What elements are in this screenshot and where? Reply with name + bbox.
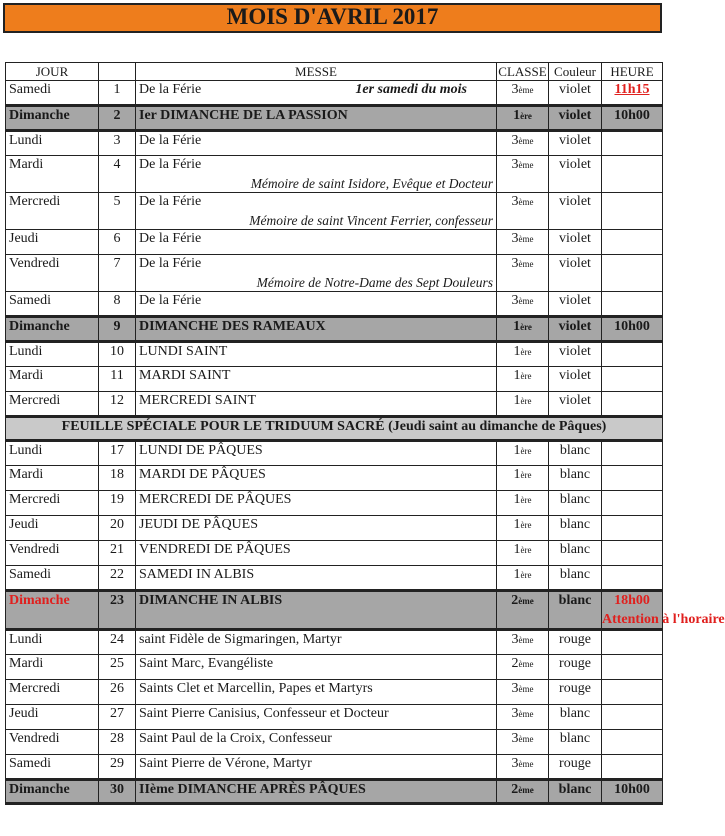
classe-number: 3 — [511, 231, 519, 246]
classe-suffix: ème — [518, 734, 534, 744]
cell-messe — [136, 680, 497, 705]
cell-heure — [602, 516, 663, 541]
classe-suffix: ème — [518, 659, 534, 669]
cell-jour: Vendredi — [6, 730, 99, 755]
cell-messe — [136, 591, 497, 630]
cell-couleur: violet — [549, 292, 602, 317]
cell-num: 27 — [99, 705, 136, 730]
classe-suffix: ère — [520, 446, 532, 456]
messe-label: De la Férie — [139, 157, 202, 172]
classe-number: 3 — [511, 632, 519, 647]
cell-jour: Dimanche — [6, 317, 99, 342]
cell-messe — [136, 466, 497, 491]
cell-messe — [136, 106, 497, 131]
cell-classe — [497, 230, 549, 255]
cell-couleur: violet — [549, 342, 602, 367]
cell-classe — [497, 193, 549, 230]
cell-couleur: violet — [549, 392, 602, 417]
cell-num: 28 — [99, 730, 136, 755]
table-row — [6, 730, 663, 755]
classe-number: 3 — [511, 256, 519, 271]
cell-heure — [602, 392, 663, 417]
cell-heure — [602, 230, 663, 255]
attention-note: Attention à l'horaire — [602, 612, 725, 627]
cell-classe — [497, 292, 549, 317]
cell-num: 6 — [99, 230, 136, 255]
table-row — [6, 630, 663, 655]
table-row — [6, 780, 663, 804]
cell-heure — [602, 106, 663, 131]
cell-heure — [602, 317, 663, 342]
classe-number: 3 — [511, 194, 519, 209]
cell-classe — [497, 705, 549, 730]
cell-messe — [136, 705, 497, 730]
header-couleur: Couleur — [549, 63, 602, 81]
cell-messe — [136, 630, 497, 655]
table-row — [6, 131, 663, 156]
cell-classe — [497, 317, 549, 342]
cell-messe — [136, 255, 497, 292]
cell-couleur: blanc — [549, 441, 602, 466]
classe-number: 1 — [513, 393, 521, 408]
cell-couleur: blanc — [549, 705, 602, 730]
cell-classe — [497, 655, 549, 680]
classe-suffix: ère — [520, 347, 532, 357]
cell-couleur: blanc — [549, 491, 602, 516]
messe-label: LUNDI DE PÂQUES — [139, 443, 263, 458]
cell-num: 5 — [99, 193, 136, 230]
cell-heure — [602, 655, 663, 680]
cell-messe — [136, 81, 497, 106]
cell-classe — [497, 491, 549, 516]
classe-suffix: ème — [518, 709, 534, 719]
messe-label: MARDI SAINT — [139, 368, 231, 383]
cell-heure — [602, 680, 663, 705]
cell-jour: Jeudi — [6, 516, 99, 541]
cell-heure — [602, 255, 663, 292]
cell-num: 21 — [99, 541, 136, 566]
special-row — [6, 417, 663, 441]
memoire-note: Mémoire de saint Vincent Ferrier, confesseur — [249, 213, 493, 228]
messe-label: Saint Paul de la Croix, Confesseur — [139, 731, 332, 746]
classe-number: 2 — [511, 656, 519, 671]
cell-classe — [497, 591, 549, 630]
messe-label: Saint Pierre Canisius, Confesseur et Docteur — [139, 706, 389, 721]
messe-label: De la Férie — [139, 133, 202, 148]
table-row — [6, 392, 663, 417]
cell-messe — [136, 193, 497, 230]
cell-messe — [136, 780, 497, 804]
cell-jour: Lundi — [6, 630, 99, 655]
cell-num: 1 — [99, 81, 136, 106]
cell-messe — [136, 342, 497, 367]
cell-classe — [497, 680, 549, 705]
messe-label: De la Férie — [139, 82, 202, 97]
cell-classe — [497, 466, 549, 491]
cell-num: 30 — [99, 780, 136, 804]
cell-couleur: violet — [549, 131, 602, 156]
cell-classe — [497, 255, 549, 292]
cell-jour: Mardi — [6, 655, 99, 680]
cell-messe — [136, 441, 497, 466]
classe-suffix: ère — [520, 371, 532, 381]
cell-classe — [497, 755, 549, 780]
messe-label: Ier DIMANCHE DE LA PASSION — [139, 108, 348, 123]
classe-suffix: ème — [518, 635, 534, 645]
cell-couleur: violet — [549, 367, 602, 392]
cell-classe — [497, 81, 549, 106]
classe-number: 1 — [513, 542, 521, 557]
cell-num: 9 — [99, 317, 136, 342]
cell-classe — [497, 441, 549, 466]
cell-messe — [136, 317, 497, 342]
table-row — [6, 516, 663, 541]
table-row — [6, 193, 663, 230]
table-row — [6, 367, 663, 392]
cell-jour: Jeudi — [6, 230, 99, 255]
classe-number: 3 — [511, 706, 519, 721]
cell-messe — [136, 491, 497, 516]
cell-jour: Lundi — [6, 342, 99, 367]
heure-value: 11h15 — [614, 82, 650, 97]
cell-num: 17 — [99, 441, 136, 466]
heure-value: 10h00 — [614, 782, 650, 797]
classe-suffix: ère — [520, 495, 532, 505]
cell-num: 24 — [99, 630, 136, 655]
cell-heure — [602, 131, 663, 156]
cell-classe — [497, 630, 549, 655]
cell-num: 25 — [99, 655, 136, 680]
cell-messe — [136, 292, 497, 317]
cell-num: 20 — [99, 516, 136, 541]
cell-jour: Mercredi — [6, 193, 99, 230]
table-row — [6, 230, 663, 255]
messe-label: JEUDI DE PÂQUES — [139, 517, 258, 532]
cell-num: 26 — [99, 680, 136, 705]
header-classe: CLASSE — [498, 64, 547, 79]
cell-jour: Mardi — [6, 367, 99, 392]
classe-suffix: ère — [520, 396, 532, 406]
table-row — [6, 655, 663, 680]
classe-number: 1 — [513, 567, 521, 582]
cell-num: 8 — [99, 292, 136, 317]
classe-suffix: ème — [518, 85, 534, 95]
cell-messe — [136, 516, 497, 541]
cell-messe — [136, 367, 497, 392]
table-row — [6, 106, 663, 131]
cell-classe — [497, 566, 549, 591]
classe-suffix: ème — [518, 259, 534, 269]
cell-messe — [136, 730, 497, 755]
classe-suffix: ème — [518, 684, 534, 694]
classe-suffix: ère — [520, 545, 532, 555]
classe-suffix: ère — [520, 570, 532, 580]
header-jour: JOUR — [6, 63, 99, 81]
cell-couleur: blanc — [549, 516, 602, 541]
cell-jour: Mercredi — [6, 392, 99, 417]
cell-num: 29 — [99, 755, 136, 780]
header-messe: MESSE — [136, 63, 497, 81]
classe-suffix: ème — [518, 160, 534, 170]
cell-jour: Samedi — [6, 292, 99, 317]
messe-label: MERCREDI SAINT — [139, 393, 257, 408]
classe-number: 3 — [511, 293, 519, 308]
classe-number: 1 — [513, 492, 521, 507]
classe-number: 1 — [513, 344, 521, 359]
cell-messe — [136, 230, 497, 255]
cell-messe — [136, 566, 497, 591]
cell-heure — [602, 591, 725, 630]
classe-suffix: ère — [520, 470, 532, 480]
cell-classe — [497, 730, 549, 755]
cell-couleur: blanc — [549, 541, 602, 566]
cell-heure — [602, 755, 663, 780]
cell-couleur: blanc — [549, 566, 602, 591]
cell-heure — [602, 705, 663, 730]
table-row — [6, 156, 663, 193]
messe-label: DIMANCHE DES RAMEAUX — [139, 319, 326, 334]
cell-messe — [136, 655, 497, 680]
messe-label: VENDREDI DE PÂQUES — [139, 542, 291, 557]
table-row — [6, 491, 663, 516]
memoire-note: Mémoire de saint Isidore, Evêque et Docteur — [250, 176, 493, 191]
cell-couleur: violet — [549, 193, 602, 230]
classe-number: 1 — [513, 467, 521, 482]
table-row — [6, 342, 663, 367]
cell-messe — [136, 755, 497, 780]
messe-label: IIème DIMANCHE APRÈS PÂQUES — [139, 782, 366, 797]
table-row — [6, 81, 663, 106]
table-row — [6, 591, 663, 630]
cell-num: 11 — [99, 367, 136, 392]
messe-label: Saint Pierre de Vérone, Martyr — [139, 756, 312, 771]
cell-heure — [602, 541, 663, 566]
classe-number: 1 — [513, 108, 521, 123]
table-row — [6, 441, 663, 466]
page-title: MOIS D'AVRIL 2017 — [226, 4, 439, 29]
cell-heure — [602, 342, 663, 367]
messe-label: Saint Marc, Evangéliste — [139, 656, 274, 671]
table-row — [6, 317, 663, 342]
table-row — [6, 466, 663, 491]
cell-num: 2 — [99, 106, 136, 131]
cell-jour: Vendredi — [6, 255, 99, 292]
heure-value: 10h00 — [614, 319, 650, 334]
cell-num: 18 — [99, 466, 136, 491]
classe-suffix: ère — [520, 322, 532, 332]
cell-classe — [497, 367, 549, 392]
cell-num: 12 — [99, 392, 136, 417]
cell-couleur: blanc — [549, 466, 602, 491]
classe-suffix: ème — [518, 197, 534, 207]
cell-messe — [136, 392, 497, 417]
cell-classe — [497, 516, 549, 541]
table-row — [6, 255, 663, 292]
classe-number: 1 — [513, 319, 521, 334]
cell-heure — [602, 630, 663, 655]
classe-number: 3 — [511, 82, 519, 97]
cell-jour: Dimanche — [6, 591, 99, 630]
cell-jour: Lundi — [6, 441, 99, 466]
cell-heure — [602, 441, 663, 466]
cell-classe — [497, 780, 549, 804]
cell-heure — [602, 466, 663, 491]
memoire-note: Mémoire de Notre-Dame des Sept Douleurs — [256, 275, 493, 290]
messe-label: SAMEDI IN ALBIS — [139, 567, 255, 582]
cell-jour: Samedi — [6, 81, 99, 106]
classe-number: 3 — [511, 133, 519, 148]
cell-jour: Lundi — [6, 131, 99, 156]
messe-label: DIMANCHE IN ALBIS — [139, 593, 283, 608]
cell-heure — [602, 491, 663, 516]
cell-messe — [136, 131, 497, 156]
cell-jour: Mardi — [6, 466, 99, 491]
cell-heure — [602, 81, 663, 106]
classe-suffix: ème — [518, 759, 534, 769]
classe-suffix: ème — [518, 136, 534, 146]
cell-couleur: rouge — [549, 680, 602, 705]
table-row — [6, 292, 663, 317]
cell-couleur: violet — [549, 106, 602, 131]
classe-suffix: ème — [518, 785, 534, 795]
cell-classe — [497, 541, 549, 566]
cell-jour: Mardi — [6, 156, 99, 193]
messe-label: Saints Clet et Marcellin, Papes et Martyrs — [139, 681, 373, 696]
header-num — [99, 63, 136, 81]
cell-couleur: blanc — [549, 730, 602, 755]
messe-label: De la Férie — [139, 293, 202, 308]
messe-label: MERCREDI DE PÂQUES — [139, 492, 292, 507]
cell-num: 23 — [99, 591, 136, 630]
heure-value: 10h00 — [614, 108, 650, 123]
cell-num: 19 — [99, 491, 136, 516]
cell-classe — [497, 106, 549, 131]
messe-label: De la Férie — [139, 231, 202, 246]
cell-couleur: violet — [549, 156, 602, 193]
table-row — [6, 755, 663, 780]
cell-heure — [602, 780, 663, 804]
messe-label: MARDI DE PÂQUES — [139, 467, 266, 482]
classe-number: 1 — [513, 443, 521, 458]
header-heure: HEURE — [602, 63, 663, 81]
cell-couleur: blanc — [549, 780, 602, 804]
cell-num: 22 — [99, 566, 136, 591]
cell-classe — [497, 156, 549, 193]
cell-jour: Vendredi — [6, 541, 99, 566]
cell-couleur: rouge — [549, 755, 602, 780]
classe-suffix: ème — [518, 596, 534, 606]
cell-couleur: blanc — [549, 591, 602, 630]
classe-number: 3 — [511, 756, 519, 771]
cell-couleur: violet — [549, 81, 602, 106]
messe-label: saint Fidèle de Sigmaringen, Martyr — [139, 632, 342, 647]
classe-number: 1 — [513, 368, 521, 383]
table-header-row — [6, 63, 663, 81]
cell-num: 3 — [99, 131, 136, 156]
cell-classe — [497, 392, 549, 417]
cell-jour: Dimanche — [6, 106, 99, 131]
classe-number: 3 — [511, 681, 519, 696]
cell-heure — [602, 367, 663, 392]
table-body — [6, 81, 725, 804]
classe-suffix: ème — [518, 234, 534, 244]
cell-classe — [497, 342, 549, 367]
cell-heure — [602, 730, 663, 755]
cell-messe — [136, 156, 497, 193]
cell-messe — [136, 541, 497, 566]
cell-couleur: rouge — [549, 630, 602, 655]
cell-classe — [497, 131, 549, 156]
heure-value: 18h00 — [614, 593, 650, 608]
cell-heure — [602, 292, 663, 317]
classe-number: 2 — [511, 782, 519, 797]
classe-number: 3 — [511, 157, 519, 172]
inline-note: 1er samedi du mois — [355, 82, 467, 97]
classe-suffix: ère — [520, 111, 532, 121]
cell-couleur: violet — [549, 255, 602, 292]
cell-heure — [602, 193, 663, 230]
table-row — [6, 541, 663, 566]
cell-jour: Mercredi — [6, 680, 99, 705]
classe-suffix: ère — [520, 520, 532, 530]
cell-num: 10 — [99, 342, 136, 367]
classe-number: 1 — [513, 517, 521, 532]
table-row — [6, 680, 663, 705]
title-bar — [3, 3, 662, 33]
special-notice: FEUILLE SPÉCIALE POUR LE TRIDUUM SACRÉ (Jeudi saint au dimanche de Pâques) — [6, 417, 663, 441]
cell-num: 7 — [99, 255, 136, 292]
cell-heure — [602, 566, 663, 591]
table-row — [6, 705, 663, 730]
cell-jour: Samedi — [6, 566, 99, 591]
cell-jour: Mercredi — [6, 491, 99, 516]
cell-num: 4 — [99, 156, 136, 193]
table-row — [6, 566, 663, 591]
messe-label: LUNDI SAINT — [139, 344, 228, 359]
cell-couleur: rouge — [549, 655, 602, 680]
messe-label: De la Férie — [139, 194, 202, 209]
classe-suffix: ème — [518, 296, 534, 306]
cell-couleur: violet — [549, 230, 602, 255]
cell-heure — [602, 156, 663, 193]
classe-number: 3 — [511, 731, 519, 746]
cell-jour: Jeudi — [6, 705, 99, 730]
classe-number: 2 — [511, 593, 519, 608]
cell-couleur: violet — [549, 317, 602, 342]
schedule-table — [5, 62, 725, 805]
messe-label: De la Férie — [139, 256, 202, 271]
cell-jour: Samedi — [6, 755, 99, 780]
cell-jour: Dimanche — [6, 780, 99, 804]
